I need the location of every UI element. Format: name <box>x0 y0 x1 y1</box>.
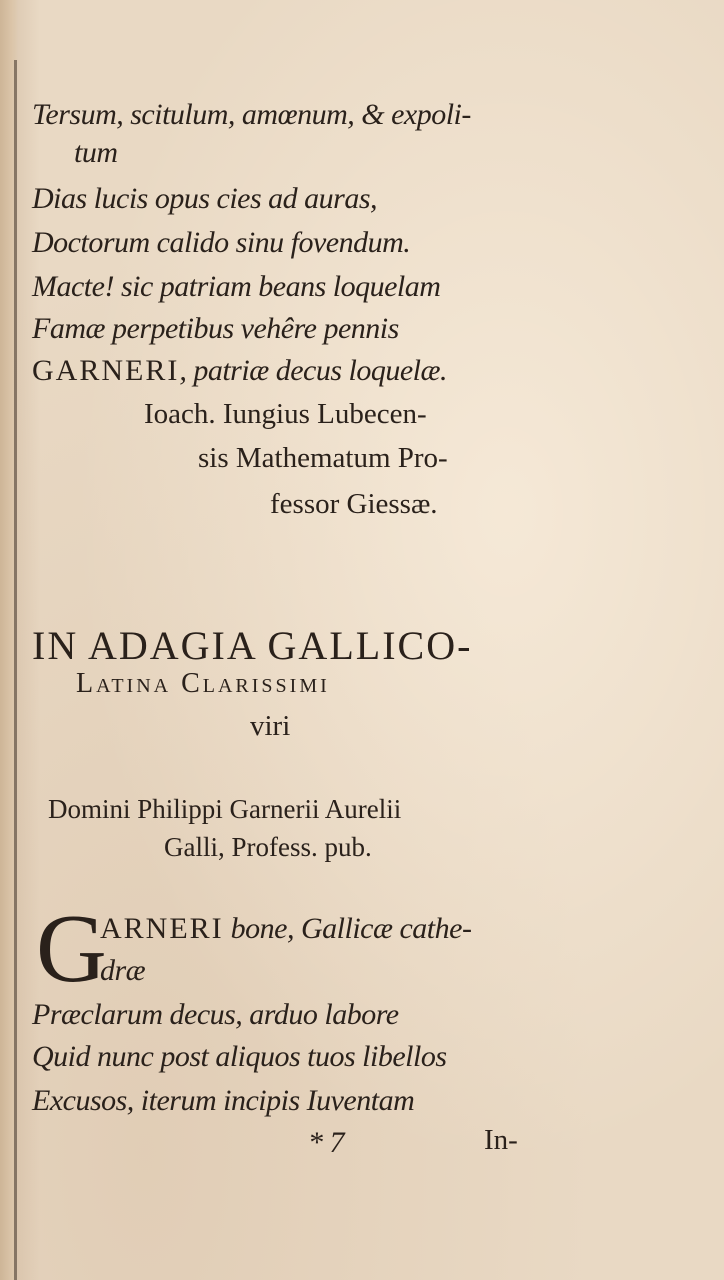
heading-line-5: Galli, Profess. pub. <box>164 832 372 862</box>
poem1-line-4: Doctorum calido sinu fovendum. <box>32 226 411 259</box>
poem1-line-5: Macte! sic patriam beans loquelam <box>32 270 441 303</box>
catchword: In- <box>484 1124 518 1156</box>
heading-line-1: IN ADAGIA GALLICO- <box>32 623 473 668</box>
poem2-line-1-name: ARNERI <box>100 912 224 945</box>
poem2-line-5: Excusos, iterum incipis Iuventam <box>32 1084 415 1117</box>
heading-line-3: viri <box>250 710 291 742</box>
signature-mark: * 7 <box>308 1126 344 1159</box>
binding-line <box>14 60 17 1280</box>
heading-line-2: Latina Clarissimi <box>76 668 330 699</box>
signature-line-3: fessor Giessæ. <box>270 488 438 520</box>
poem2-line-4: Quid nunc post aliquos tuos libellos <box>32 1040 447 1073</box>
poem2-line-1 <box>100 912 471 946</box>
poem1-line-7 <box>32 354 447 388</box>
poem2-line-1-rest: bone, Gallicæ cathe- <box>223 912 472 945</box>
poem1-line-3: Dias lucis opus cies ad auras, <box>32 182 377 215</box>
poem1-line-7-name: GARNERI <box>32 354 180 387</box>
poem2-line-2: dræ <box>100 954 146 987</box>
poem1-line-2: tum <box>74 136 118 169</box>
poem1-line-7-rest: , patriæ decus loquelæ. <box>179 354 447 387</box>
signature-line-2: sis Mathematum Pro- <box>198 442 448 474</box>
poem2-line-3: Præclarum decus, arduo labore <box>32 998 399 1031</box>
drop-cap: G <box>36 895 107 1003</box>
poem1-line-6: Famæ perpetibus vehêre pennis <box>32 312 399 345</box>
poem1-line-1: Tersum, scitulum, amœnum, & expoli- <box>32 98 471 131</box>
signature-line-1: Ioach. Iungius Lubecen- <box>144 398 427 430</box>
heading-line-4: Domini Philippi Garnerii Aurelii <box>48 794 402 824</box>
